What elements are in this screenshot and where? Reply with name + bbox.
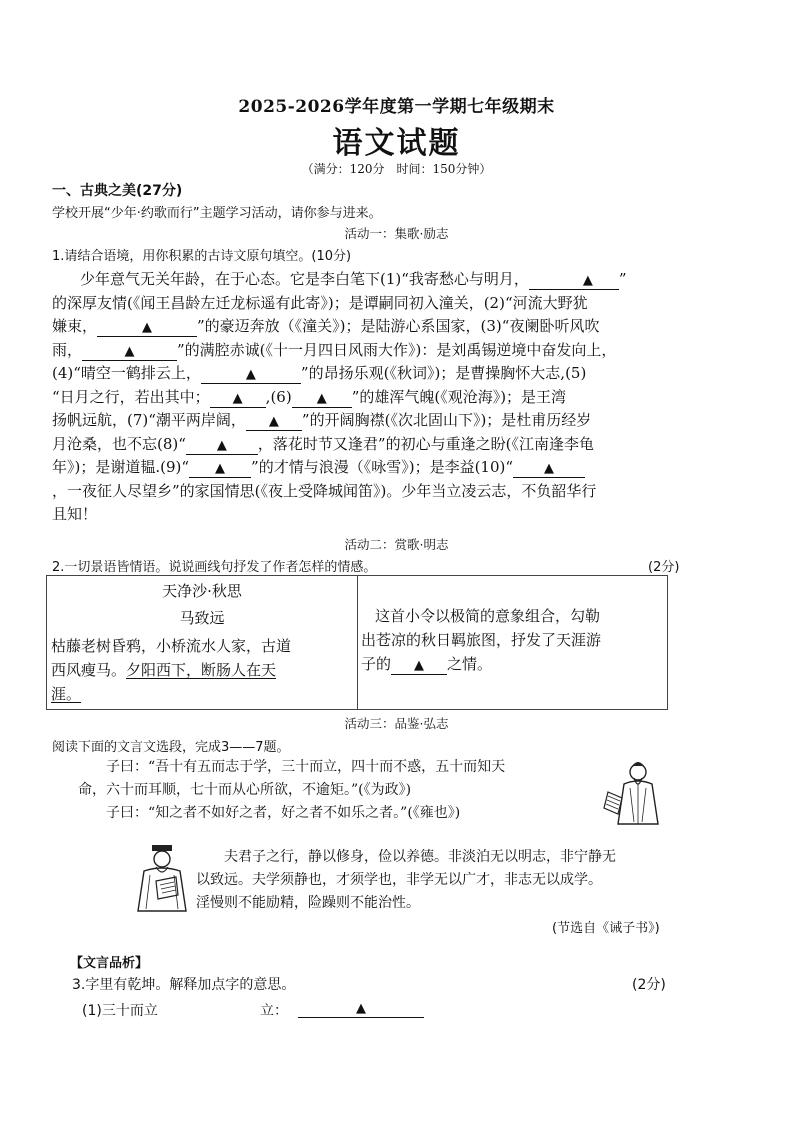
answer-blank-3[interactable]: ▲	[82, 342, 177, 361]
exam-meta: （满分：120分 时间：150分钟）	[301, 162, 492, 176]
passage-text: 月沧桑，也不忘(8)“	[52, 434, 186, 453]
passage-text: (4)“晴空一鹤排云上，	[52, 364, 201, 382]
question-1-stem: 1.请结合语境，用你积累的古诗文原句填空。(10分)	[52, 249, 352, 264]
poem-answer-box	[46, 575, 668, 710]
answer-blank-6[interactable]: ▲	[292, 389, 352, 408]
classical-passage-2	[196, 846, 736, 915]
poem-body	[51, 634, 355, 706]
activity-heading-2: 活动二：赏歌·明志	[344, 537, 449, 552]
poem-author: 马致远	[179, 609, 225, 627]
poem-underlined-line: 涯。	[51, 685, 82, 703]
section-intro: 学校开展“少年·约歌而行”主题学习活动，请你参与进来。	[52, 206, 382, 221]
passage-text: ,(6)	[265, 387, 292, 406]
question-2-stem: 2.一切景语皆情语。说说画线句抒发了作者怎样的情感。	[52, 560, 377, 575]
poem-line: 枯藤老树昏鸦，小桥流水人家，古道	[51, 637, 292, 655]
question-2-score: (2分)	[648, 560, 680, 575]
passage-text: ”的开阔胸襟(《次北固山下》)；是杜甫历经岁	[301, 411, 592, 429]
section-title: 一、古典之美(27分)	[52, 183, 183, 199]
answer-line: 出苍凉的秋日羁旅图，抒发了天涯游	[361, 631, 602, 649]
passage-text: ”的满腔赤诚(《十一月四日风雨大作》)：是刘禹锡逆境中奋发向上，	[177, 340, 617, 359]
passage-text: 且知！	[52, 505, 98, 523]
passage-text: ”的豪迈奔放（《潼关》)；是陆游心系国家，(3)“夜阑卧听风吹	[197, 317, 600, 335]
answer-blank-q2[interactable]: ▲	[391, 656, 447, 675]
answer-blank-8[interactable]: ▲	[186, 436, 258, 455]
activity-heading-1: 活动一：集歌·励志	[344, 226, 449, 241]
answer-blank-4[interactable]: ▲	[201, 365, 301, 384]
reading-intro: 阅读下面的文言文选段，完成3——7题。	[52, 740, 290, 755]
answer-line: 这首小令以极简的意象组合，勾勒	[375, 607, 601, 625]
passage-text: 少年意气无关年龄，在于心态。它是李白笔下(1)“我寄愁心与明月，	[80, 270, 529, 288]
passage-text: 雨，	[52, 340, 83, 359]
exam-term-title: 2025-2026学年度第一学期七年级期末	[238, 97, 555, 117]
answer-blank-7[interactable]: ▲	[246, 412, 302, 431]
scholar-illustration	[128, 843, 198, 913]
passage-text: 扬帆远航，(7)“潮平两岸阔，	[52, 411, 246, 429]
passage-text: 的深厚友情(《闻王昌龄左迁龙标遥有此寄》)；是谭嗣同初入潼关，(2)“河流大野犹	[52, 293, 588, 312]
passage-text: ，一夜征人尽望乡”的家国情思(《夜上受降城闻笛》)。少年当立凌云志，不负韶华行	[52, 481, 597, 500]
answer-line: 之情。	[447, 655, 493, 673]
poem-underlined-line: 夕阳西下，断肠人在天	[126, 661, 277, 679]
classical-line: 夫君子之行，静以修身，俭以养德。非淡泊无以明志，非宁静无	[224, 849, 616, 865]
answer-text	[361, 604, 663, 676]
question-3-score: (2分)	[632, 977, 666, 993]
answer-blank-q3-1[interactable]: ▲	[298, 1000, 424, 1018]
passage-text: ”的昂扬乐观(《秋词》)；是曹操胸怀大志,(5)	[300, 364, 587, 382]
question-3-item-char: 立：	[260, 1003, 288, 1019]
passage-text: ，落花时节又逢君”的初心与重逢之盼(《江南逢李龟	[257, 434, 594, 453]
question-3-item: (1)三十而立	[82, 1003, 158, 1019]
passage-text: “日月之行，若出其中；	[52, 387, 210, 406]
passage-text: 嫌束，	[52, 317, 98, 335]
exam-subject-title: 语文试题	[332, 126, 461, 161]
answer-blank-1[interactable]: ▲	[529, 271, 619, 290]
passage-text: ”	[618, 270, 627, 288]
answer-line: 子的	[361, 655, 392, 673]
box-divider	[357, 576, 358, 709]
classical-line: 淫慢则不能励精，险躁则不能治性。	[196, 895, 420, 911]
classical-line: 以致远。夫学须静也，才须学也，非学无以广才，非志无以成学。	[196, 872, 602, 888]
passage-text: 年》)；是谢道韫.(9)“	[52, 458, 190, 476]
classical-passage-1	[78, 756, 658, 825]
answer-blank-9[interactable]: ▲	[189, 459, 251, 478]
answer-blank-5[interactable]: ▲	[210, 389, 266, 408]
classical-line: 命，六十而耳顺，七十而从心所欲，不逾矩。”(《为政》)	[78, 782, 412, 798]
answer-blank-2[interactable]: ▲	[97, 318, 197, 337]
activity-heading-3: 活动三：品鉴·弘志	[344, 716, 449, 731]
poem-title: 天净沙·秋思	[162, 582, 242, 600]
poem-line: 西风瘦马。	[51, 661, 127, 679]
passage-source: (节选自《诫子书》)	[552, 921, 660, 936]
question-1-passage	[52, 268, 742, 527]
answer-blank-10[interactable]: ▲	[513, 459, 585, 478]
confucius-illustration	[600, 758, 670, 828]
classical-line: 子曰：“知之者不如好之者，好之者不如乐之者。”(《雍也》)	[106, 805, 461, 821]
question-3-stem: 3.字里有乾坤。解释加点字的意思。	[72, 977, 296, 993]
classical-line: 子曰：“吾十有五而志于学，三十而立，四十而不惑，五十而知天	[106, 759, 506, 775]
subsection-heading: 【文言品析】	[70, 956, 149, 971]
passage-text: ”的才情与浪漫（《咏雪》)；是李益(10)“	[251, 458, 514, 476]
passage-text: ”的雄浑气魄(《观沧海》)；是王湾	[351, 387, 567, 406]
